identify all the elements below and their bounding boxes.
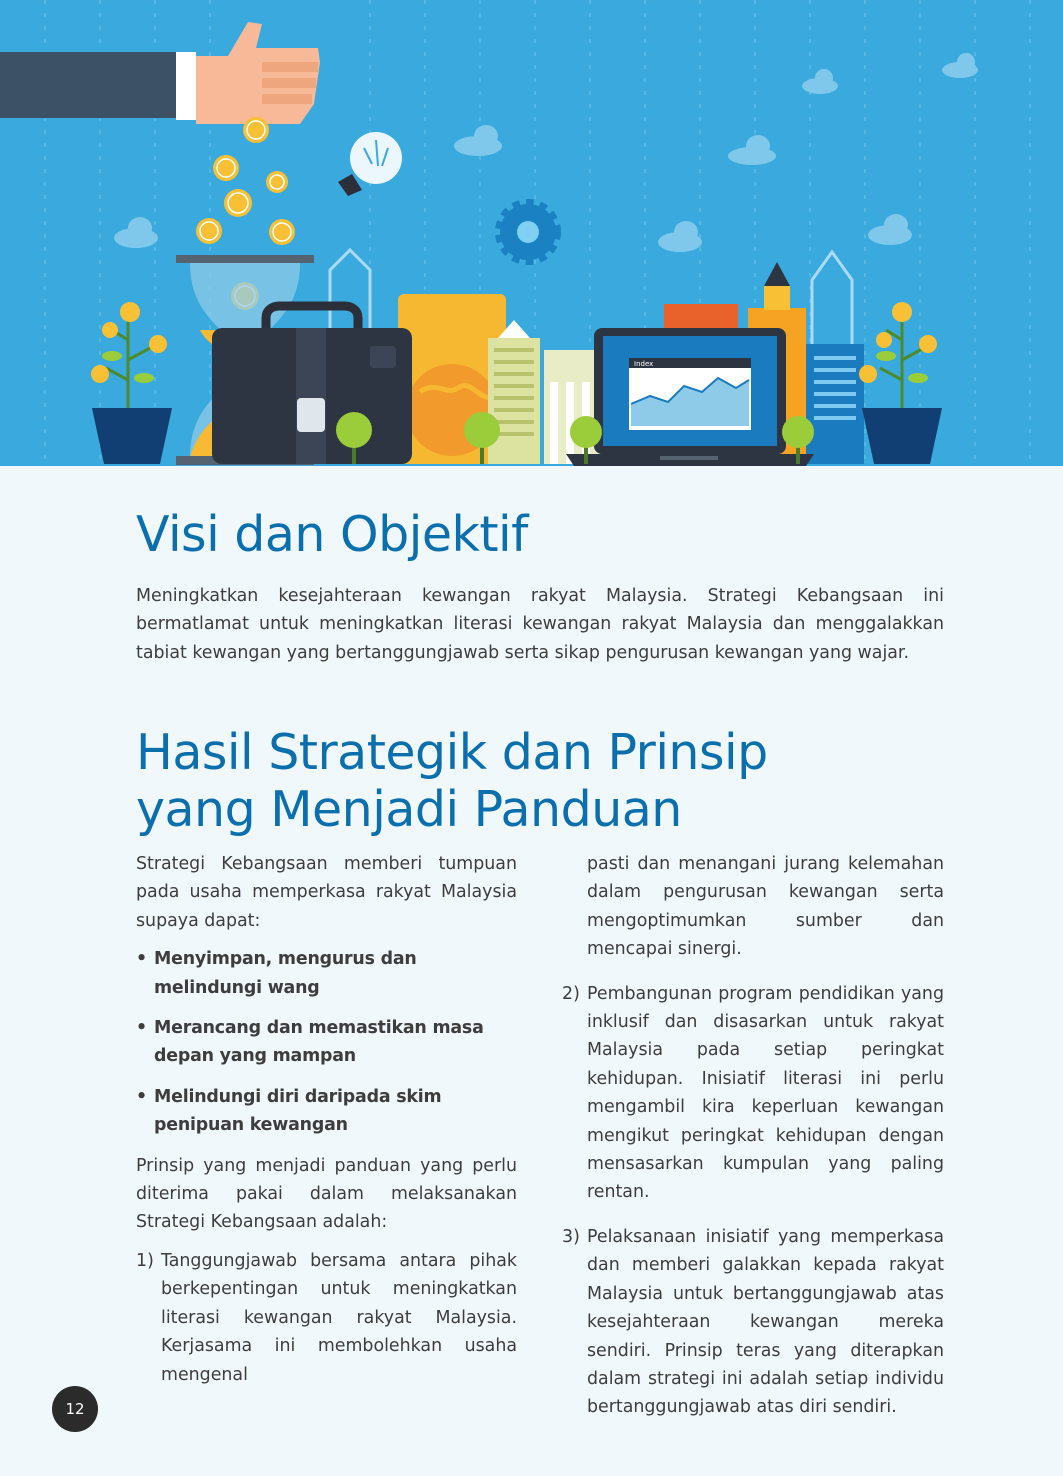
hero-illustration	[0, 0, 1063, 466]
principles-list	[136, 1247, 517, 1389]
section-title-outcomes	[136, 724, 768, 838]
list-number: 3)	[562, 1226, 580, 1247]
principles-intro: Prinsip yang menjadi panduan yang perlu diterima pakai dalam melaksanakan Strategi Kebangsaan adalah:	[136, 1155, 517, 1233]
right-column	[562, 850, 944, 1438]
left-column	[136, 850, 517, 1405]
gear-icon	[500, 204, 556, 260]
chart-label: Index	[634, 360, 654, 368]
list-item: 2) Pembangunan program pendidikan yang inklusif dan disasarkan untuk rakyat Malaysia pada setiap peringkat kehidupan. Inisiatif literasi ini perlu mengambil kira keperluan kewangan mengikut peringkat kehidupan dengan mensasarkan kumpulan yang paling rentan.	[562, 980, 944, 1207]
outcomes-list	[136, 945, 517, 1139]
section-title-line-2: yang Menjadi Panduan	[136, 781, 682, 838]
briefcase-icon	[212, 306, 412, 464]
principles-list-continued	[562, 980, 944, 1422]
bullet-marker: •	[136, 1086, 147, 1107]
list-number: 1)	[136, 1250, 154, 1271]
list-item: 3) Pelaksanaan inisiatif yang memperkasa dan memberi galakkan kepada rakyat Malaysia untuk bertanggungjawab atas kesejahteraan kewangan mereka sendiri. Prinsip teras yang diterapkan dalam strategi ini adalah setiap individu bertanggungjawab atas diri sendiri.	[562, 1223, 944, 1422]
list-item: • Menyimpan, mengurus dan melindungi wang	[136, 945, 517, 1002]
bullet-marker: •	[136, 949, 147, 970]
section-title-line-1: Hasil Strategik dan Prinsip	[136, 724, 768, 781]
list-item: • Melindungi diri daripada skim penipuan kewangan	[136, 1083, 517, 1140]
list-item: • Merancang dan memastikan masa depan yang mampan	[136, 1014, 517, 1071]
page-number: 12	[52, 1386, 98, 1432]
principle-1-continued: pasti dan menangani jurang kelemahan dalam pengurusan kewangan serta mengoptimumkan sumber dan mencapai sinergi.	[587, 854, 944, 960]
section-title-vision: Visi dan Objektif	[136, 506, 528, 563]
vision-paragraph: Meningkatkan kesejahteraan kewangan rakyat Malaysia. Strategi Kebangsaan ini bermatlamat untuk meningkatkan literasi kewangan rakyat Malaysia dan menggalakkan tabiat kewangan yang bertanggungjawab serta sikap pengurusan kewangan yang wajar.	[136, 586, 944, 663]
list-item: 1) Tanggungjawab bersama antara pihak berkepentingan untuk meningkatkan literasi kewangan rakyat Malaysia. Kerjasama ini membolehkan usaha mengenal	[136, 1247, 517, 1389]
bullet-marker: •	[136, 1018, 147, 1039]
list-number: 2)	[562, 983, 580, 1004]
outcomes-intro: Strategi Kebangsaan memberi tumpuan pada usaha memperkasa rakyat Malaysia supaya dapat:	[136, 854, 517, 931]
laptop-chart-icon	[566, 328, 814, 466]
